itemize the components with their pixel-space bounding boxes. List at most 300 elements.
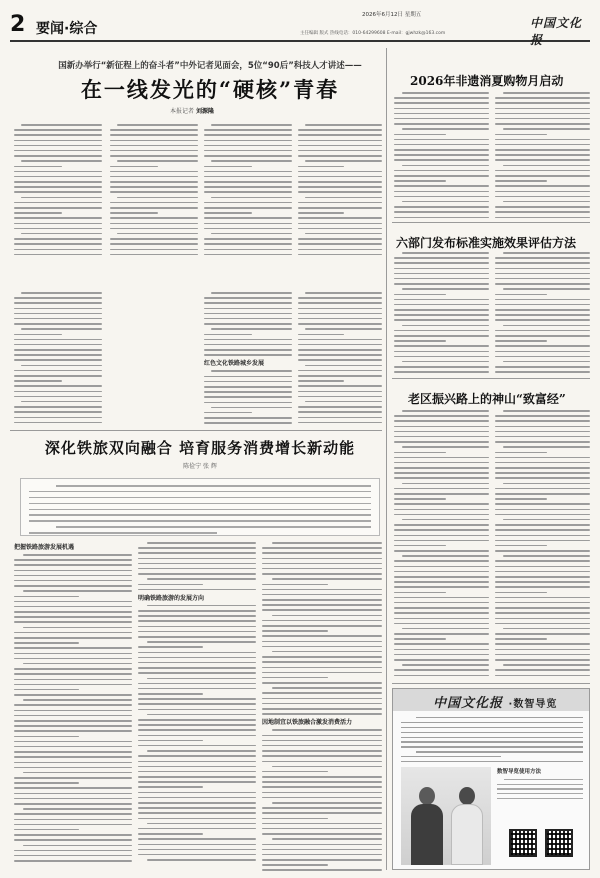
text-line <box>394 206 489 208</box>
text-line <box>14 186 102 188</box>
text-line <box>29 532 217 534</box>
text-line <box>394 170 489 172</box>
text-line <box>262 786 382 788</box>
text-line <box>14 637 132 639</box>
text-line <box>298 422 382 424</box>
text-line <box>298 411 382 413</box>
text-line <box>495 415 590 417</box>
text-line <box>495 488 590 490</box>
text-line <box>503 288 590 290</box>
text-line <box>298 308 382 310</box>
text-line <box>14 575 132 577</box>
text-line <box>394 185 489 187</box>
text-line <box>402 664 489 666</box>
text-line <box>14 375 102 377</box>
text-line <box>495 113 590 115</box>
text-line <box>394 97 489 99</box>
text-line <box>14 720 132 722</box>
text-line <box>138 807 256 809</box>
text-line <box>394 314 489 316</box>
text-line <box>204 212 252 214</box>
text-line <box>138 563 256 565</box>
text-line <box>138 838 256 840</box>
text-line <box>495 597 590 599</box>
text-line <box>14 155 102 157</box>
text-line <box>14 249 102 251</box>
text-line <box>298 129 382 131</box>
text-line <box>305 328 382 330</box>
text-line <box>495 185 590 187</box>
text-line <box>394 351 489 353</box>
text-line <box>14 839 132 841</box>
text-line <box>138 724 256 726</box>
text-line <box>394 581 489 583</box>
text-line <box>14 238 102 240</box>
text-line <box>503 201 590 203</box>
text-line <box>204 308 292 310</box>
text-line <box>147 714 256 716</box>
text-line <box>138 662 256 664</box>
text-line <box>138 781 256 783</box>
text-line <box>298 417 382 419</box>
text-line <box>204 129 292 131</box>
text-line <box>21 197 102 199</box>
text-line <box>272 729 382 731</box>
text-line <box>497 793 583 794</box>
text-line <box>298 339 382 341</box>
text-line <box>262 656 382 658</box>
text-line <box>138 672 256 674</box>
text-line <box>14 855 132 857</box>
hotline <box>300 30 445 36</box>
text-line <box>495 638 547 640</box>
text-line <box>110 254 198 256</box>
text-line <box>110 191 198 193</box>
text-line <box>138 667 256 669</box>
text-line <box>14 715 132 717</box>
text-line <box>394 426 489 428</box>
text-line <box>495 452 547 454</box>
text-line <box>394 304 489 306</box>
text-line <box>495 335 590 337</box>
text-line <box>14 653 132 655</box>
text-line <box>14 813 132 815</box>
text-line <box>138 802 256 804</box>
text-line <box>394 268 489 270</box>
text-line <box>394 498 446 500</box>
text-line <box>298 249 382 251</box>
text-line <box>394 366 489 368</box>
text-line <box>204 155 292 157</box>
text-line <box>14 349 102 351</box>
text-line <box>262 807 382 809</box>
text-line <box>298 150 382 152</box>
text-line <box>495 180 547 182</box>
text-line <box>394 576 489 578</box>
text-line <box>110 207 198 209</box>
text-line <box>298 323 382 325</box>
text-line <box>14 140 102 142</box>
text-line <box>14 396 102 398</box>
text-line <box>497 798 583 799</box>
text-line <box>14 782 79 784</box>
text-line <box>14 684 132 686</box>
text-line <box>402 483 489 485</box>
text-line <box>298 297 382 299</box>
text-line <box>14 145 102 147</box>
text-line <box>495 366 590 368</box>
second-byline: 陈俭宁 张 辉 <box>183 463 217 470</box>
text-line <box>262 594 382 596</box>
text-line <box>110 249 198 251</box>
text-line <box>495 649 590 651</box>
second-body-lines <box>14 554 132 862</box>
subhead: 因地制宜以铁旅融合激发消费活力 <box>262 719 353 727</box>
ad-photo <box>401 767 491 865</box>
page-number: 2 <box>10 12 26 37</box>
text-line <box>14 606 132 608</box>
text-line <box>262 854 382 856</box>
text-line <box>394 345 489 347</box>
text-line <box>394 436 489 438</box>
text-line <box>495 139 590 141</box>
second-body-col-3 <box>262 542 382 872</box>
text-line <box>56 485 371 487</box>
text-line <box>495 191 590 193</box>
text-line <box>23 808 132 810</box>
text-line <box>298 391 382 393</box>
text-line <box>272 687 382 689</box>
text-line <box>272 542 382 544</box>
qr-code-icon[interactable] <box>509 829 537 857</box>
text-line <box>138 698 256 700</box>
text-line <box>204 254 292 256</box>
lead-body-col-6 <box>110 292 198 426</box>
lead-body-col-5 <box>14 292 102 426</box>
text-line <box>14 746 132 748</box>
text-line <box>14 704 132 706</box>
text-line <box>138 615 256 617</box>
ad-header <box>393 689 589 711</box>
text-line <box>298 155 382 157</box>
text-line <box>394 415 489 417</box>
text-line <box>14 798 132 800</box>
text-line <box>110 217 198 219</box>
text-line <box>14 391 102 393</box>
text-line <box>138 610 256 612</box>
text-line <box>23 845 132 847</box>
designer-line: 版式 <box>319 31 329 36</box>
text-line <box>262 563 382 565</box>
subhead: 把握铁路旅游发展机遇 <box>14 544 75 551</box>
ad-logo <box>433 692 557 711</box>
second-body-lines <box>138 605 256 861</box>
second-body-lines <box>262 542 382 715</box>
text-line <box>394 113 489 115</box>
text-line <box>14 596 79 598</box>
text-line <box>211 197 292 199</box>
text-line <box>495 669 590 671</box>
ad-logo-name: 中国文化报 <box>433 696 504 711</box>
text-line <box>204 202 292 204</box>
text-line <box>402 446 489 448</box>
text-line <box>14 134 102 136</box>
text-line <box>138 568 256 570</box>
text-line <box>495 345 590 347</box>
text-line <box>402 201 489 203</box>
text-line <box>495 340 547 342</box>
byline-name: 刘源隆 <box>195 108 214 115</box>
text-line <box>14 736 79 738</box>
text-line <box>394 211 489 213</box>
text-line <box>402 519 489 521</box>
text-line <box>272 766 382 768</box>
text-line <box>394 649 489 651</box>
text-line <box>204 302 292 304</box>
text-line <box>14 829 79 831</box>
text-line <box>394 597 489 599</box>
text-line <box>204 313 292 315</box>
text-line <box>394 550 489 552</box>
text-line <box>29 503 371 505</box>
text-line <box>394 180 446 182</box>
text-line <box>204 166 252 168</box>
qr-code-icon[interactable] <box>545 829 573 857</box>
second-abstract <box>20 478 380 536</box>
text-line <box>298 254 382 256</box>
text-line <box>204 376 292 378</box>
text-line <box>402 325 489 327</box>
text-line <box>14 359 102 361</box>
text-line <box>29 520 371 522</box>
text-line <box>298 223 382 225</box>
text-line <box>305 197 382 199</box>
text-line <box>117 233 198 235</box>
text-line <box>110 171 198 173</box>
text-line <box>495 278 590 280</box>
text-line <box>14 601 132 603</box>
text-line <box>262 713 382 715</box>
text-line <box>394 509 489 511</box>
text-line <box>495 498 547 500</box>
text-line <box>394 420 489 422</box>
text-line <box>262 604 382 606</box>
text-line <box>110 145 198 147</box>
text-line <box>495 299 590 301</box>
text-line <box>495 545 547 547</box>
text-line <box>14 217 102 219</box>
text-line <box>298 181 382 183</box>
text-line <box>394 669 489 671</box>
text-line <box>138 584 203 586</box>
text-line <box>204 191 292 193</box>
text-line <box>204 228 292 230</box>
text-line <box>272 578 382 580</box>
text-line <box>495 170 590 172</box>
text-line <box>298 406 382 408</box>
text-line <box>204 344 292 346</box>
text-line <box>138 766 256 768</box>
text-line <box>262 661 382 663</box>
text-line <box>394 294 446 296</box>
text-line <box>262 589 382 591</box>
text-line <box>495 576 590 578</box>
text-line <box>495 503 590 505</box>
text-line <box>495 633 590 635</box>
text-line <box>402 361 489 363</box>
text-line <box>21 401 102 403</box>
text-line <box>262 844 382 846</box>
text-line <box>14 762 132 764</box>
lead-body-col-1 <box>14 124 102 290</box>
text-line <box>495 509 590 511</box>
text-line <box>495 477 590 479</box>
text-line <box>14 380 62 382</box>
text-line <box>495 123 590 125</box>
editor-line: 主任编辑 <box>300 31 318 36</box>
text-line <box>394 335 489 337</box>
text-line <box>147 578 256 580</box>
text-line <box>14 406 102 408</box>
text-line <box>138 755 256 757</box>
text-line <box>262 641 382 643</box>
text-line <box>495 309 590 311</box>
text-line <box>262 609 382 611</box>
text-line <box>298 354 382 356</box>
text-line <box>14 212 62 214</box>
text-line <box>110 166 158 168</box>
text-line <box>305 233 382 235</box>
text-line <box>394 154 489 156</box>
text-line <box>394 149 489 151</box>
text-line <box>110 243 198 245</box>
text-line <box>394 477 489 479</box>
text-line <box>14 621 132 623</box>
text-line <box>138 688 256 690</box>
text-line <box>110 186 198 188</box>
text-line <box>14 616 132 618</box>
text-line <box>204 140 292 142</box>
text-line <box>394 529 489 531</box>
text-line <box>204 181 292 183</box>
text-line <box>204 386 292 388</box>
text-line <box>204 238 292 240</box>
text-line <box>495 294 547 296</box>
bottom-right-headline: 老区振兴路上的神山“致富经” <box>408 392 566 406</box>
text-line <box>21 292 102 294</box>
text-line <box>298 380 344 382</box>
masthead <box>10 8 590 47</box>
text-line <box>262 797 382 799</box>
text-line <box>402 410 489 412</box>
text-line <box>14 611 132 613</box>
text-line <box>402 288 489 290</box>
text-line <box>138 620 256 622</box>
text-line <box>495 426 590 428</box>
text-line <box>394 299 489 301</box>
text-line <box>14 171 102 173</box>
text-line <box>14 860 132 862</box>
text-line <box>401 727 583 728</box>
text-line <box>138 552 256 554</box>
text-line <box>504 779 583 780</box>
text-line <box>402 628 489 630</box>
text-line <box>262 630 328 632</box>
text-line <box>503 325 590 327</box>
text-line <box>262 740 382 742</box>
text-line <box>204 402 292 404</box>
text-line <box>110 238 198 240</box>
text-line <box>495 257 590 259</box>
text-line <box>138 589 256 591</box>
text-line <box>14 679 132 681</box>
text-line <box>305 401 382 403</box>
text-line <box>56 526 371 528</box>
subhead: 红色文化铁路城乡发展 <box>204 360 265 368</box>
story-divider <box>392 222 590 223</box>
lead-body-col-4 <box>298 124 382 290</box>
text-line <box>204 318 292 320</box>
text-line <box>495 149 590 151</box>
text-line <box>394 217 489 219</box>
text-line <box>138 657 256 659</box>
text-line <box>495 319 590 321</box>
text-line <box>110 176 198 178</box>
text-line <box>138 646 203 648</box>
text-line <box>204 249 292 251</box>
ad-logo-suffix: ·数智导览 <box>508 699 558 710</box>
text-line <box>298 302 382 304</box>
byline-prefix: 本报记者 <box>170 108 195 115</box>
text-line <box>262 672 382 674</box>
text-line <box>298 176 382 178</box>
section-name: 要闻·综合 <box>36 21 98 37</box>
text-line <box>262 635 382 637</box>
text-line <box>394 612 489 614</box>
text-line <box>394 118 489 120</box>
text-line <box>211 328 292 330</box>
text-line <box>14 834 132 836</box>
text-line <box>14 564 132 566</box>
text-line <box>14 585 132 587</box>
text-line <box>394 452 446 454</box>
text-line <box>298 202 382 204</box>
text-line <box>14 344 102 346</box>
text-line <box>138 740 203 742</box>
text-line <box>21 365 102 367</box>
text-line <box>495 268 590 270</box>
text-line <box>394 257 489 259</box>
lead-body-col-7 <box>204 292 292 426</box>
text-line <box>147 859 256 861</box>
text-line <box>394 108 489 110</box>
text-line <box>495 457 590 459</box>
story-divider <box>10 430 382 431</box>
text-line <box>14 632 132 634</box>
text-line <box>110 129 198 131</box>
text-line <box>495 612 590 614</box>
text-line <box>21 124 102 126</box>
text-line <box>14 243 102 245</box>
text-line <box>495 431 590 433</box>
text-line <box>298 313 382 315</box>
second-body-col-1 <box>14 542 132 872</box>
bottom-right-body-1 <box>394 410 489 680</box>
lead-body-col-8 <box>298 292 382 426</box>
text-line <box>394 319 489 321</box>
text-line <box>14 150 102 152</box>
text-line <box>262 667 382 669</box>
